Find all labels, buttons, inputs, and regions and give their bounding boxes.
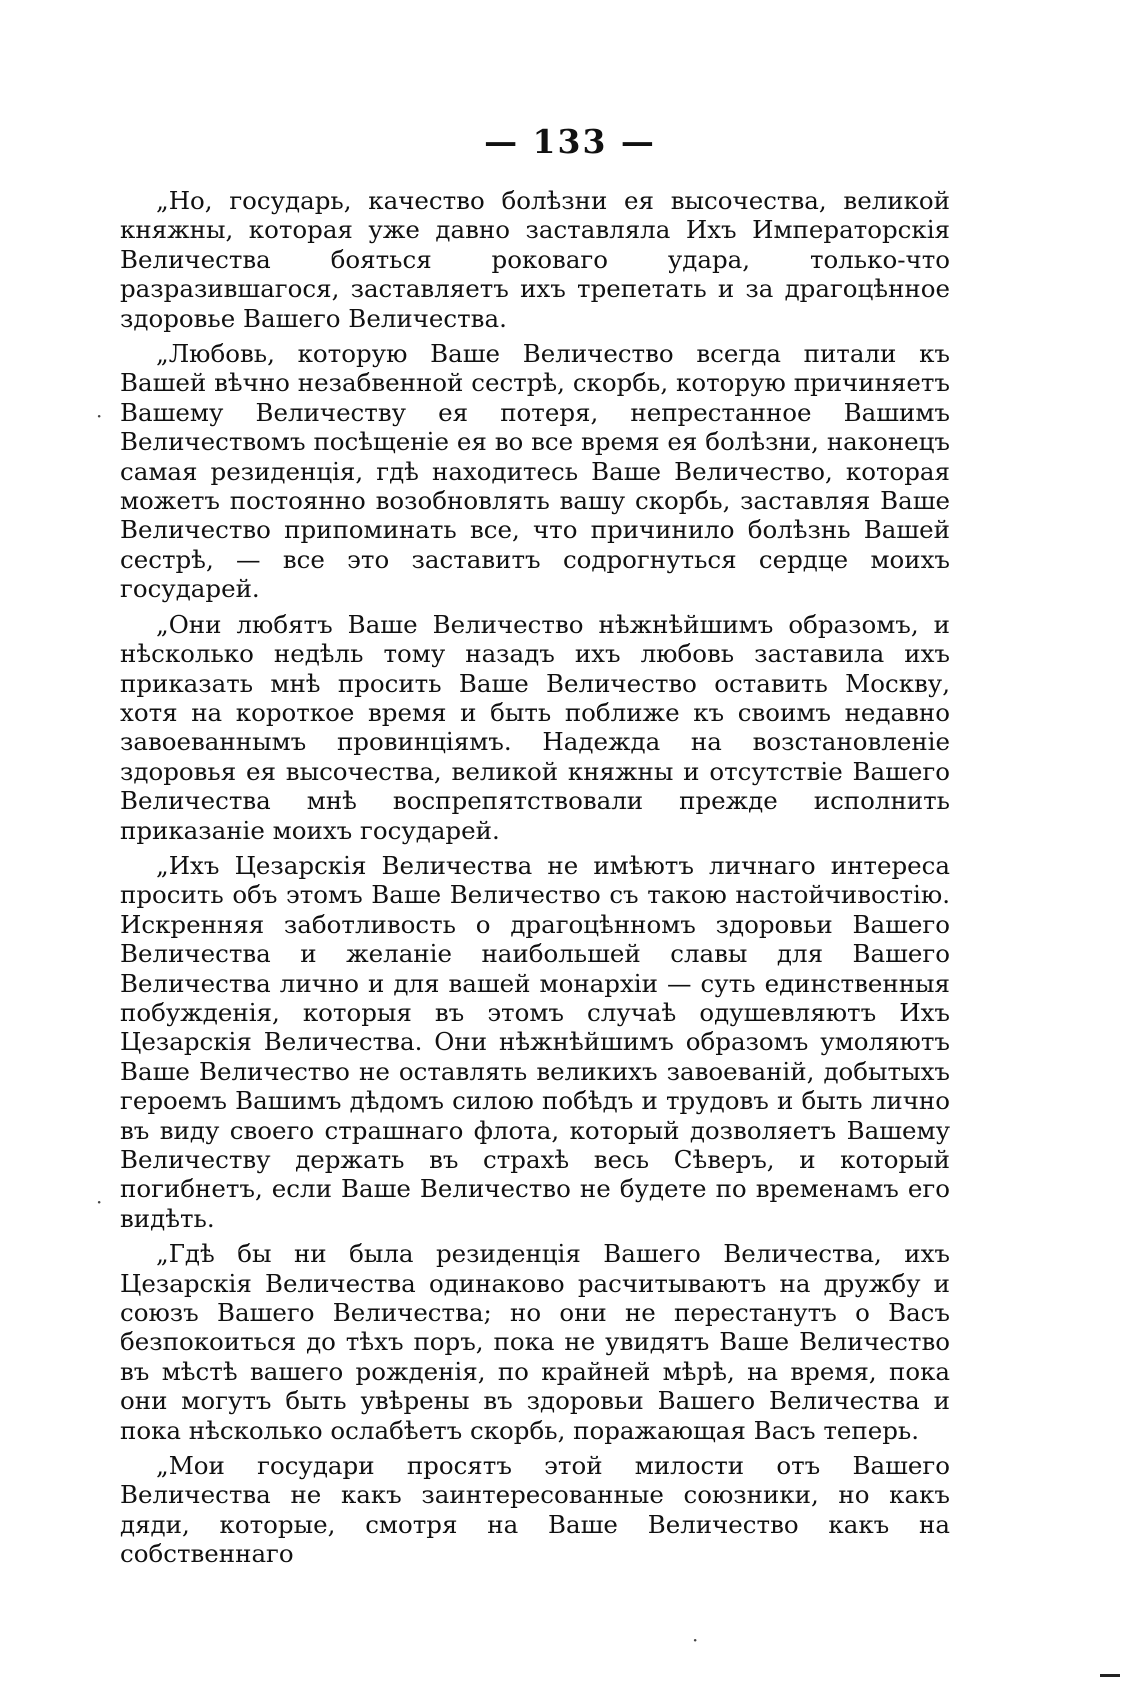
margin-dot-mark: · xyxy=(96,404,103,428)
paragraph-4: „Ихъ Цезарскія Величества не имѣютъ личнаго интереса просить объ этомъ Ваше Величество съ такою настойчивостію. Искренняя заботливость о драгоцѣнномъ здоровьи Вашего Величества и желаніе наибольшей славы для Вашего Величества лично и для вашей монархіи — суть единственныя побужденія, которыя въ этомъ случаѣ одушевляютъ Ихъ Цезарскія Величества. Они нѣжнѣйшимъ образомъ умоляютъ Ваше Величество не оставлять великихъ завоеваній, добытыхъ героемъ Вашимъ дѣдомъ силою побѣдъ и трудовъ и быть лично въ виду своего страшнаго флота, который дозволяетъ Вашему Величеству держать въ страхѣ весь Сѣверъ, и который погибнетъ, если Ваше Величество не будете по временамъ его видѣть. xyxy=(120,850,950,1233)
text-body xyxy=(120,186,950,1569)
page-number: — 133 — xyxy=(484,122,656,161)
margin-dash-mark xyxy=(1100,1674,1120,1677)
paragraph-3: „Они любятъ Ваше Величество нѣжнѣйшимъ образомъ, и нѣсколько недѣль тому назадъ ихъ любовь заставила ихъ приказать мнѣ просить Ваше Величество оставить Москву, хотя на короткое время и быть поближе къ своимъ недавно завоеваннымъ провинціямъ. Надежда на возстановленіе здоровья ея высочества, великой княжны и отсутствіе Вашего Величества мнѣ воспрепятствовали прежде исполнить приказаніе моихъ государей. xyxy=(120,609,950,845)
margin-dot-mark: · xyxy=(96,1190,103,1214)
paragraph-6: „Мои государи просятъ этой милости отъ Вашего Величества не какъ заинтересованные союзники, но какъ дяди, которые, смотря на Ваше Величество какъ на собственнаго xyxy=(120,1451,950,1569)
margin-dot-mark: · xyxy=(692,1628,699,1652)
paragraph-5: „Гдѣ бы ни была резиденція Вашего Величества, ихъ Цезарскія Величества одинаково расчитываютъ на дружбу и союзъ Вашего Величества; но они не перестанутъ о Васъ безпокоиться до тѣхъ поръ, пока не увидятъ Ваше Величество въ мѣстѣ вашего рожденія, по крайней мѣрѣ, на время, пока они могутъ быть увѣрены въ здоровьи Вашего Величества и пока нѣсколько ослабѣетъ скорбь, поражающая Васъ теперь. xyxy=(120,1239,950,1445)
paragraph-2: „Любовь, которую Ваше Величество всегда питали къ Вашей вѣчно незабвенной сестрѣ, скорбь, которую причиняетъ Вашему Величеству ея потеря, непрестанное Вашимъ Величествомъ посѣщеніе ея во все время ея болѣзни, наконецъ самая резиденція, гдѣ находитесь Ваше Величество, которая можетъ постоянно возобновлять вашу скорбь, заставляя Ваше Величество припоминать все, что причинило болѣзнь Вашей сестрѣ, — все это заставитъ содрогнуться сердце моихъ государей. xyxy=(120,339,950,604)
paragraph-1: „Но, государь, качество болѣзни ея высочества, великой княжны, которая уже давно заставляла Ихъ Императорскія Величества бояться роковаго удара, только-что разразившагося, заставляетъ ихъ трепетать и за драгоцѣнное здоровье Вашего Величества. xyxy=(120,186,950,333)
